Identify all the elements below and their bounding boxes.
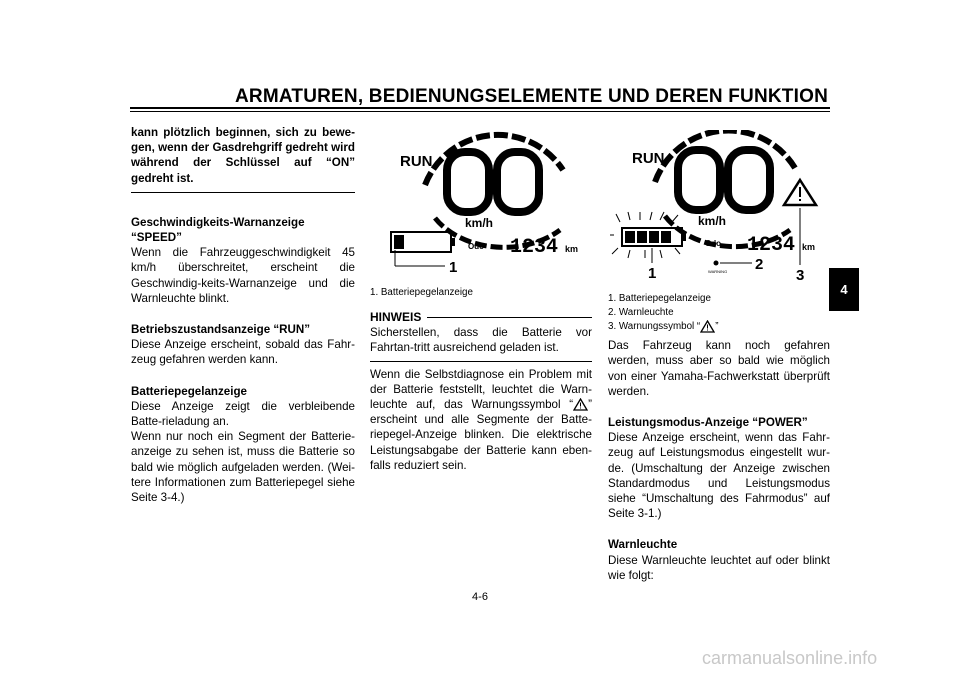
power-heading: Leistungsmodus-Anzeige “POWER” (608, 415, 808, 429)
run-heading: Betriebszustandsanzeige “RUN” (131, 323, 311, 337)
warning-continuation: kann plötzlich beginnen, sich zu bewe-gen, wenn der Gasdrehgriff gedreht wird während der Schlüssel auf “ON” gedreht ist. (131, 126, 355, 185)
battery-text-1: Diese Anzeige zeigt die verbleibende Batte-rieladung an. (131, 399, 355, 429)
warnleuchte-text: Diese Warnleuchte leuchtet auf oder blinkt wie folgt: (608, 553, 830, 582)
figure2-caption-3: 3. Warnungssymbol “ ” (608, 321, 719, 333)
digit-right-2 (728, 150, 770, 210)
odo-reading-2: 1234 (747, 234, 796, 257)
figure1-caption: 1. Batteriepegelanzeige (370, 287, 473, 298)
hinweis-text: Sicherstellen, dass die Batterie vor Fahrtan-tritt ausreichend geladen ist. (370, 326, 592, 355)
header-rule-thin (130, 111, 830, 112)
battery-heading: Batteriepegelanzeige (131, 384, 247, 398)
column-right (608, 292, 830, 583)
speed-heading: Geschwindigkeits-Warnanzeige (131, 215, 305, 229)
power-text: Diese Anzeige erscheint, wenn das Fahr-zeug auf Leistungsmodus eingestellt wur-de. (Umschaltung der Anzeige zwischen Standardmodus und Leistungsmodus siehe “Umschaltung des Fahrmodus” auf Seite 3-1.) (608, 431, 830, 521)
callout-3: 3 (796, 267, 805, 284)
display-figure-battery (385, 130, 585, 280)
warnleuchte-heading: Warnleuchte (608, 538, 678, 552)
digit-left (447, 152, 489, 212)
battery-segments-blinking (625, 231, 671, 243)
hinweis-label: HINWEIS (370, 310, 422, 324)
battery-text-2: Wenn nur noch ein Segment der Batterie-anzeige zu sehen ist, muss die Batterie so bald wie möglich aufgeladen werden. (Wei-tere Informationen zum Batteriepegel siehe Seite 3-4.) (131, 430, 355, 505)
figure2-caption-1: 1. Batteriepegelanzeige (608, 293, 711, 304)
warning-triangle-icon (573, 398, 588, 411)
page-header: ARMATUREN, BEDIENUNGSELEMENTE UND DEREN FUNKTION (235, 86, 828, 107)
run-indicator-2: RUN (632, 150, 665, 167)
column-left (131, 125, 355, 505)
run-text: Diese Anzeige erscheint, sobald das Fahr-zeug gefahren werden kann. (131, 338, 355, 367)
chapter-tab: 4 (829, 268, 859, 311)
page-number: 4-6 (472, 591, 488, 603)
battery-segment (394, 235, 404, 249)
callout-1: 1 (449, 259, 458, 276)
kmh-label: km/h (465, 216, 494, 230)
run-indicator: RUN (400, 153, 433, 170)
continue-text: Das Fahrzeug kann noch gefahren werden, muss aber so bald wie möglich von einer Yamaha-Fachwerkstatt überprüft werden. (608, 339, 830, 398)
hinweis-header (370, 310, 592, 325)
display-figure-warning (610, 130, 825, 290)
watermark: carmanualsonline.info (702, 648, 878, 668)
digit-left-2 (678, 150, 720, 210)
odo-unit-2: km (802, 242, 816, 252)
column-middle (370, 286, 592, 473)
speed-heading-sub: “SPEED” (131, 231, 182, 245)
odo-label: Odo (468, 242, 484, 251)
kmh-label-2: km/h (698, 214, 727, 228)
callout-1-fig2: 1 (648, 265, 657, 282)
odo-label-2: Odo (705, 239, 721, 248)
odo-unit: km (565, 244, 579, 254)
speed-text: Wenn die Fahrzeuggeschwindigkeit 45 km/h überschreitet, erscheint die Geschwindig-keits-Warnanzeige und die Warnleuchte blinkt. (131, 246, 355, 305)
figure2-caption-2: 2. Warnleuchte (608, 307, 674, 318)
warning-light-icon (714, 261, 719, 266)
diagnosis-text: Wenn die Selbstdiagnose ein Problem mit der Batterie feststellt, leuchtet die Warn-leuchte auf, das Warnungssymbol “ ” erscheint und alle Segmente der Batte-riepegel-Anzeige blinken. Die elektrische Leistungsabgabe der Batterie kann eben-falls reduziert sein. (370, 367, 592, 472)
odo-reading: 1234 (510, 236, 559, 259)
callout-2: 2 (755, 256, 764, 273)
digit-right (497, 152, 539, 212)
warning-label: WARNING (708, 269, 728, 274)
header-rule (130, 107, 830, 109)
warning-triangle-icon-caption (700, 320, 715, 333)
